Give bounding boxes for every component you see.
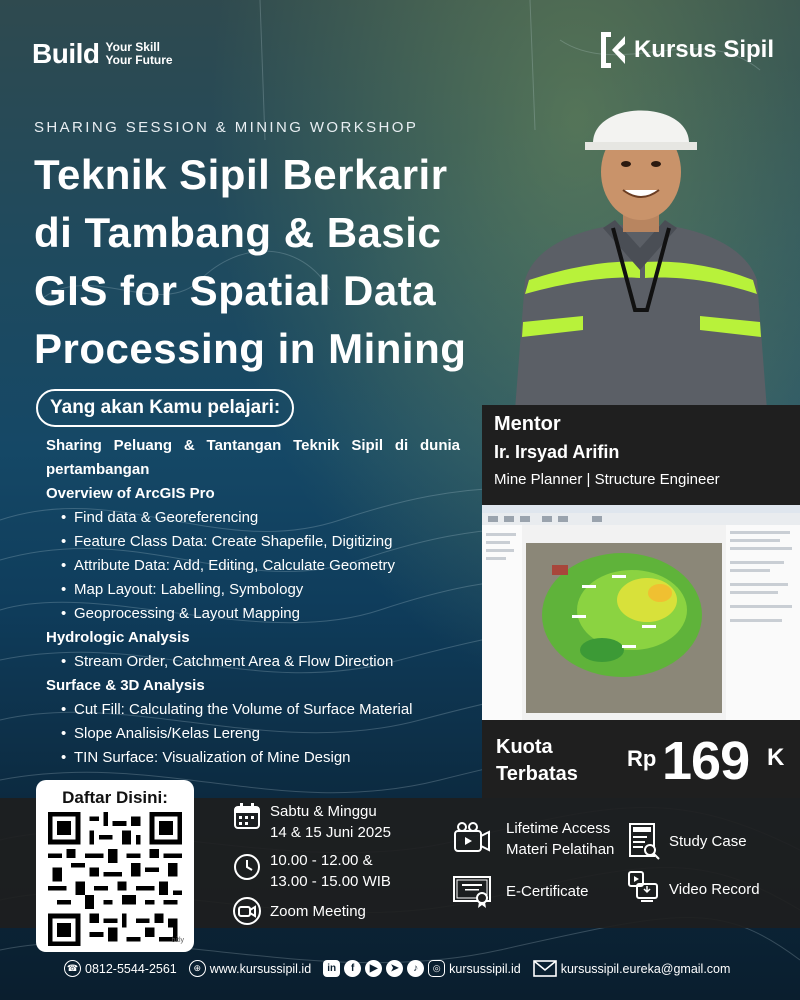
feature-certificate: [452, 874, 589, 908]
mentor-name: Ir. Irsyad Arifin: [494, 442, 620, 462]
feature-video-record: [627, 870, 760, 908]
syllabus-lead: Sharing Peluang & Tantangan Teknik Sipil di dunia pertambangan: [46, 437, 460, 478]
build-logo: [32, 38, 173, 70]
price-suffix: K: [767, 744, 785, 771]
mentor-card: [482, 405, 800, 505]
footer-phone[interactable]: [64, 960, 177, 977]
tagline-line-1: Your Skill: [105, 40, 160, 54]
list-item: • TIN Surface: Visualization of Mine Design: [46, 746, 460, 770]
clock-icon: [232, 850, 262, 880]
video-camera-icon: [232, 896, 262, 926]
youtube-icon[interactable]: ▶: [365, 960, 382, 977]
title-line: di Tambang & Basic: [34, 209, 442, 256]
footer-website[interactable]: [189, 960, 311, 977]
title-line: Teknik Sipil Berkarir: [34, 151, 448, 198]
section-heading: Surface & 3D Analysis: [46, 677, 205, 694]
feature-study-case: [627, 822, 747, 860]
footer-social[interactable]: [323, 960, 521, 977]
shortlink-label: bitly: [171, 937, 184, 944]
schedule-days: Sabtu & Minggu: [270, 803, 377, 820]
schedule-platform: [232, 896, 366, 926]
title-line: GIS for Spatial Data: [34, 267, 437, 314]
title-line: Processing in Mining: [34, 325, 467, 372]
mentor-photo: [495, 80, 785, 410]
tagline-line-2: Your Future: [105, 53, 173, 67]
register-card[interactable]: [36, 780, 194, 952]
syllabus-pill: Yang akan Kamu pelajari:: [36, 389, 294, 427]
price-currency: Rp: [627, 746, 657, 771]
quota-line-2: Terbatas: [496, 763, 578, 785]
mentor-role: Mine Planner | Structure Engineer: [494, 471, 720, 488]
section-items: [46, 506, 460, 626]
phone-icon: ☎: [64, 960, 81, 977]
price-card: [482, 720, 800, 798]
mentor-label: Mentor: [494, 413, 561, 435]
schedule-platform-label: Zoom Meeting: [270, 902, 366, 920]
schedule-time-2: 13.00 - 15.00 WIB: [270, 873, 391, 890]
list-item: • Attribute Data: Add, Editing, Calculate Geometry: [46, 554, 460, 578]
email-address: kursussipil.eureka@gmail.com: [560, 961, 731, 976]
list-item: • Cut Fill: Calculating the Volume of Surface Material: [46, 698, 460, 722]
schedule-time: [232, 850, 391, 892]
event-title: [34, 146, 554, 378]
syllabus-list: [46, 434, 460, 770]
globe-icon: ⊕: [189, 960, 206, 977]
email-icon: [533, 960, 557, 977]
schedule-dates: 14 & 15 Juni 2025: [270, 824, 391, 841]
calendar-icon: [232, 801, 262, 831]
feature-lifetime-line-1: Lifetime Access: [506, 820, 611, 837]
kursus-sipil-name: Kursus Sipil: [633, 36, 774, 63]
schedule-date: [232, 801, 391, 843]
section-items: [46, 698, 460, 770]
feature-certificate-label: E-Certificate: [506, 882, 589, 900]
section-items: [46, 650, 460, 674]
feature-study-case-label: Study Case: [669, 832, 747, 850]
event-kicker: SHARING SESSION & MINING WORKSHOP: [34, 119, 419, 136]
section-heading: Hydrologic Analysis: [46, 629, 190, 646]
social-handle: kursussipil.id: [449, 961, 521, 976]
list-item: • Geoprocessing & Layout Mapping: [46, 602, 460, 626]
price-amount: 169: [662, 731, 750, 791]
list-item: • Feature Class Data: Create Shapefile, Digitizing: [46, 530, 460, 554]
facebook-icon[interactable]: f: [344, 960, 361, 977]
list-item: • Stream Order, Catchment Area & Flow Direction: [46, 650, 460, 674]
certificate-icon: [452, 874, 492, 908]
linkedin-icon[interactable]: in: [323, 960, 340, 977]
build-tagline: [106, 41, 173, 67]
website-url: www.kursussipil.id: [209, 961, 312, 976]
phone-number: 0812-5544-2561: [85, 961, 177, 976]
contact-footer: [64, 960, 736, 977]
feature-lifetime-line-2: Materi Pelatihan: [506, 841, 615, 858]
footer-email[interactable]: [533, 960, 731, 977]
list-item: • Slope Analisis/Kelas Lereng: [46, 722, 460, 746]
feature-lifetime: [452, 818, 614, 860]
video-play-icon: [452, 819, 492, 859]
instagram-icon[interactable]: ◎: [428, 960, 445, 977]
list-item: • Find data & Georeferencing: [46, 506, 460, 530]
telegram-icon[interactable]: ➤: [386, 960, 403, 977]
kursus-sipil-mark-icon: [598, 30, 628, 70]
video-record-icon: [627, 870, 661, 908]
case-study-icon: [627, 822, 661, 860]
register-label: Daftar Disini:: [62, 788, 168, 807]
feature-video-record-label: Video Record: [669, 880, 760, 898]
quota-label: [496, 734, 578, 788]
arcgis-screenshot: [482, 505, 800, 720]
schedule-time-1: 10.00 - 12.00 &: [270, 852, 373, 869]
kursus-sipil-logo: [598, 30, 774, 70]
build-wordmark: Build: [32, 38, 100, 69]
list-item: • Map Layout: Labelling, Symbology: [46, 578, 460, 602]
section-heading: Overview of ArcGIS Pro: [46, 485, 215, 502]
tiktok-icon[interactable]: ♪: [407, 960, 424, 977]
qr-code-icon[interactable]: [48, 812, 182, 946]
quota-line-1: Kuota: [496, 736, 553, 758]
